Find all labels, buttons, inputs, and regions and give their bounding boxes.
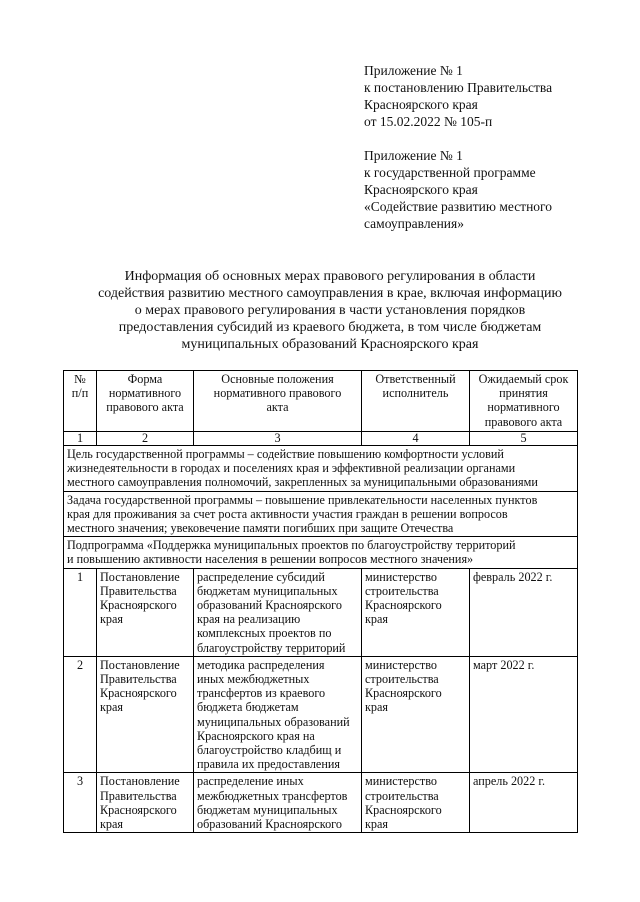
column-number: 3: [194, 432, 362, 446]
row-provisions: методика распределения иных межбюджетных трансфертов из краевого бюджета бюджетам муниципальных образований Красноярского края на благоустройство кладбищ и правила их предоставления: [194, 656, 362, 773]
title-line: о мерах правового регулирования в части установления порядков: [134, 303, 526, 318]
subprogram-row: [64, 537, 578, 568]
program-goal: Цель государственной программы – содействие повышению комфортности условий жизнедеятельности в городах и поселениях края и эффективной реализации органами местного самоуправления полномочий, закрепленных за муниципальными образованиями: [64, 446, 578, 492]
row-number: 3: [64, 773, 97, 833]
row-executor: министерство строительства Красноярского края: [362, 656, 470, 773]
header-form: Форма нормативного правового акта: [97, 371, 194, 432]
row-form: Постановление Правительства Красноярского края: [97, 656, 194, 773]
row-form: Постановление Правительства Красноярского края: [97, 773, 194, 833]
header-executor: Ответственный исполнитель: [362, 371, 470, 432]
row-deadline: февраль 2022 г.: [470, 568, 578, 656]
document-title: [60, 268, 600, 353]
table-row: [64, 568, 578, 656]
header-provisions: Основные положения нормативного правового акта: [194, 371, 362, 432]
row-executor: министерство строительства Красноярского края: [362, 773, 470, 833]
row-provisions: распределение иных межбюджетных трансфертов бюджетам муниципальных образований Красноярского: [194, 773, 362, 833]
column-number: 4: [362, 432, 470, 446]
column-numbers-row: [64, 432, 578, 446]
measures-table: [63, 370, 578, 833]
row-form: Постановление Правительства Красноярского края: [97, 568, 194, 656]
title-line: муниципальных образований Красноярского края: [181, 337, 479, 352]
row-number: 2: [64, 656, 97, 773]
appendix-line: Красноярского края: [364, 97, 478, 112]
table-row: [64, 773, 578, 833]
row-deadline: апрель 2022 г.: [470, 773, 578, 833]
appendix-line: от 15.02.2022 № 105-п: [364, 114, 493, 129]
column-number: 1: [64, 432, 97, 446]
header-number: № п/п: [64, 371, 97, 432]
appendix-program: [364, 147, 624, 232]
program-task: Задача государственной программы – повышение привлекательности населенных пунктов края для проживания за счет роста активности участия граждан в решении вопросов местного значения; увековечение памяти погибших при защите Отечества: [64, 491, 578, 537]
appendix-line: к государственной программе: [364, 165, 536, 180]
header-deadline: Ожидаемый срок принятия нормативного правового акта: [470, 371, 578, 432]
title-line: Информация об основных мерах правового регулирования в области: [124, 269, 536, 284]
title-line: содействия развитию местного самоуправления в крае, включая информацию: [98, 286, 562, 301]
appendix-line: Приложение № 1: [364, 63, 463, 78]
row-provisions: распределение субсидий бюджетам муниципальных образований Красноярского края на реализацию комплексных проектов по благоустройству территорий: [194, 568, 362, 656]
appendix-resolution: [364, 62, 624, 130]
appendix-line: самоуправления»: [364, 216, 464, 231]
subprogram-title: Подпрограмма «Поддержка муниципальных проектов по благоустройству территорий и повышению активности населения в решении вопросов местного значения»: [64, 537, 578, 568]
appendix-line: Приложение № 1: [364, 148, 463, 163]
table-header-row: [64, 371, 578, 432]
appendix-line: к постановлению Правительства: [364, 80, 553, 95]
row-number: 1: [64, 568, 97, 656]
appendix-line: «Содействие развитию местного: [364, 199, 553, 214]
appendix-line: Красноярского края: [364, 182, 478, 197]
title-line: предоставления субсидий из краевого бюджета, в том числе бюджетам: [118, 320, 542, 335]
table-row: [64, 656, 578, 773]
column-number: 2: [97, 432, 194, 446]
column-number: 5: [470, 432, 578, 446]
goal-row: [64, 446, 578, 492]
row-deadline: март 2022 г.: [470, 656, 578, 773]
appendix-header: [364, 62, 624, 232]
task-row: [64, 491, 578, 537]
row-executor: министерство строительства Красноярского края: [362, 568, 470, 656]
